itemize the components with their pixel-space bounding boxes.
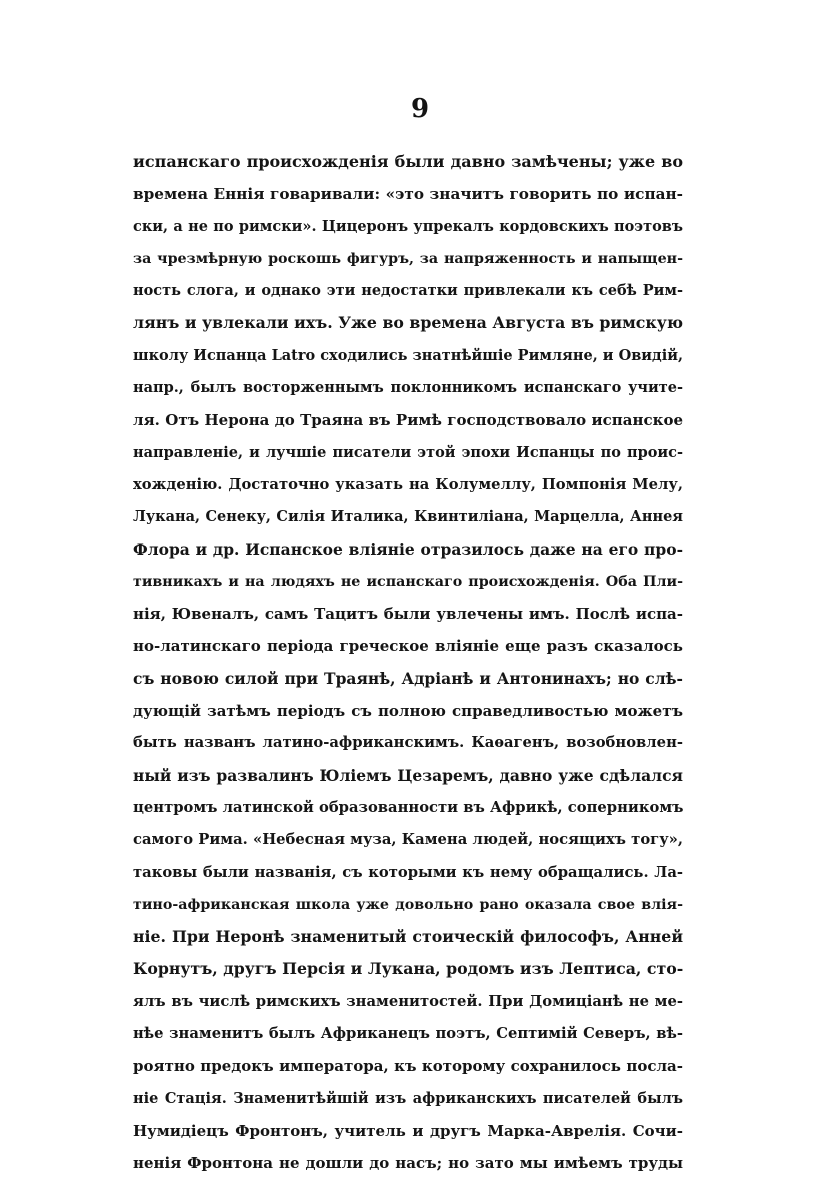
text-line: ность слога, и однако эти недостатки привлекали къ себѣ Рим- [133, 282, 683, 300]
text-line: дующій затѣмъ періодъ съ полною справедливостью можетъ [133, 702, 683, 721]
text-line: нія, Ювеналъ, самъ Тацитъ были увлечены имъ. Послѣ испа- [133, 605, 683, 624]
text-line: ля. Отъ Нерона до Траяна въ Римѣ господствовало испанское [133, 411, 683, 430]
text-line: хожденію. Достаточно указать на Колумеллу, Помпонія Мелу, [133, 475, 683, 493]
text-line: ски, а не по римски». Цицеронъ упрекалъ кордовскихъ поэтовъ [133, 217, 683, 235]
text-line: тивникахъ и на людяхъ не испанскаго происхожденія. Оба Пли- [133, 573, 683, 590]
text-line: съ новою силой при Траянѣ, Адріанѣ и Антонинахъ; но слѣ- [133, 668, 683, 688]
text-line: направленіе, и лучшіе писатели этой эпохи Испанцы по проис- [133, 443, 683, 461]
text-line: испанскаго происхожденія были давно замѣчены; уже во [133, 152, 683, 171]
text-line: нѣе знаменитъ былъ Африканецъ поэтъ, Септимій Северъ, вѣ- [133, 1025, 683, 1043]
text-line: таковы были названія, съ которыми къ нему обращались. Ла- [133, 863, 683, 881]
page-number: 9 [410, 94, 430, 124]
text-line: роятно предокъ императора, къ которому сохранилось посла- [133, 1057, 683, 1076]
text-line: напр., былъ восторженнымъ поклонникомъ испанскаго учите- [133, 379, 683, 397]
text-line: за чрезмѣрную роскошь фигуръ, за напряженность и напыщен- [133, 250, 683, 267]
text-line: времена Еннія говаривали: «это значитъ говорить по испан- [133, 185, 683, 204]
text-line: Флора и др. Испанское вліяніе отразилось даже на его про- [133, 539, 683, 559]
text-line: ный изъ развалинъ Юліемъ Цезаремъ, давно уже сдѣлался [133, 765, 683, 785]
text-line: лянъ и увлекали ихъ. Уже во времена Августа въ римскую [133, 313, 683, 333]
text-line: тино-африканская школа уже довольно рано оказала свое влія- [133, 896, 683, 913]
text-line: но-латинскаго періода греческое вліяніе еще разъ сказалось [133, 637, 683, 656]
text-line: быть названъ латино-африканскимъ. Каѳагенъ, возобновлен- [133, 734, 683, 752]
text-line: самого Рима. «Небесная муза, Камена людей, носящихъ тогу», [133, 831, 683, 849]
text-line: Лукана, Сенеку, Силія Италика, Квинтиліана, Марцелла, Аннея [133, 508, 683, 526]
text-line: ялъ въ числѣ римскихъ знаменитостей. При Домиціанѣ не ме- [133, 992, 683, 1010]
text-line: ненія Фронтона не дошли до насъ; но зато мы имѣемъ труды [133, 1154, 683, 1173]
text-line: ніе Стація. Знаменитѣйшій изъ африканскихъ писателей былъ [133, 1089, 683, 1107]
text-line: Нумидіецъ Фронтонъ, учитель и другъ Марка-Аврелія. Сочи- [133, 1121, 683, 1140]
text-line: центромъ латинской образованности въ Африкѣ, соперникомъ [133, 798, 684, 816]
text-line: школу Испанца Latro сходились знатнѣйшіе Римляне, и Овидій, [133, 346, 684, 364]
text-line: Корнутъ, другъ Персія и Лукана, родомъ изъ Лептиса, сто- [133, 959, 684, 979]
body-text [133, 146, 683, 1180]
text-line: ніе. При Неронѣ знаменитый стоическій философъ, Анней [133, 927, 683, 947]
